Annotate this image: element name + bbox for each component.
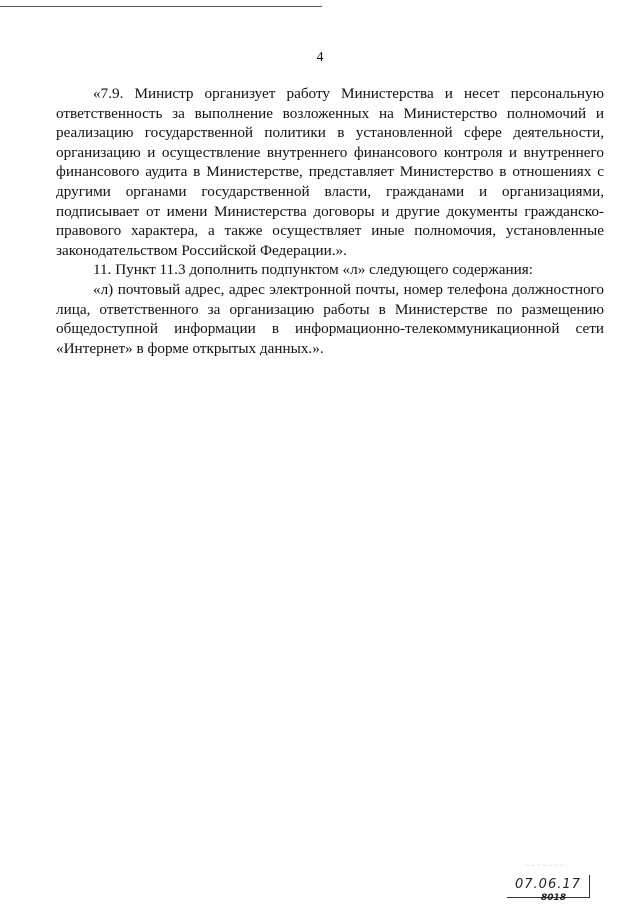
stamp-date: 07.06.17 [515,877,581,892]
paragraph-7-9: «7.9. Министр организует работу Министерства и несет персональную ответственность за выполнение возложенных на Министерство полномочий и реализацию государственной политики в установленной сфере деятельности, организацию и осуществление внутреннего финансового контроля и внутреннего финансового аудита в Министерстве, представляет Министерство в отношениях с другими органами государственной власти, гражданами и организациями, подписывает от имени Министерства договоры и другие документы гражданско-правового характера, а также осуществляет иные полномочия, установленные законодательством Российской Федерации.». [56,85,604,259]
page-number: 4 [316,50,324,65]
stamp-faded-text: ~~~~~~~ [525,861,565,870]
document-body [56,84,604,358]
stamp-number: 8018 [541,893,567,903]
paragraph-subitem-l: «л) почтовый адрес, адрес электронной почты, номер телефона должностного лица, ответственного за организацию работы в Министерстве по размещению общедоступной информации в информационно-телекоммуникационной сети «Интернет» в форме открытых данных.». [56,280,604,357]
paragraph-item-11: 11. Пункт 11.3 дополнить подпунктом «л» следующего содержания: [93,261,533,279]
top-rule [0,6,322,7]
registration-stamp [507,857,597,901]
